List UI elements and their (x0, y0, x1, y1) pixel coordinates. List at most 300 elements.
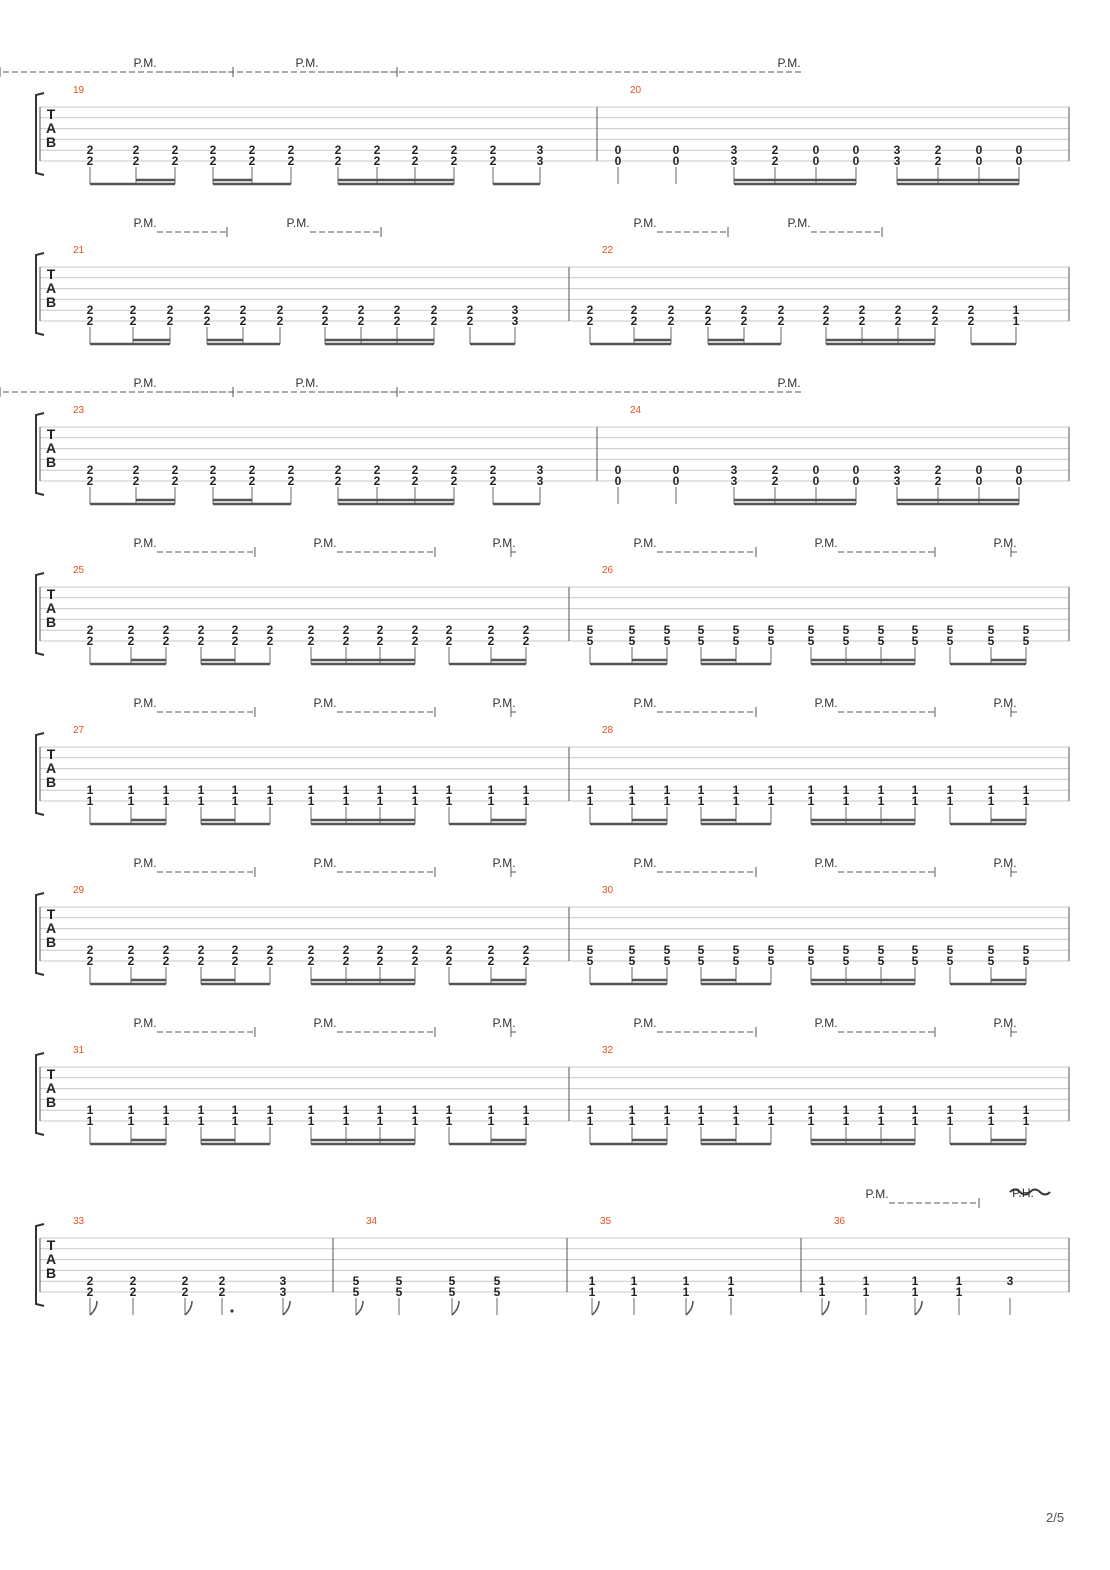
fret-number: 2 (129, 303, 137, 318)
fret-number: 1 (162, 1103, 170, 1118)
fret-number: 2 (86, 623, 94, 638)
fret-number: 1 (732, 1103, 740, 1118)
note-flag (185, 1301, 192, 1315)
fret-number: 2 (342, 954, 350, 968)
fret-number: 1 (376, 1103, 384, 1118)
fret-number: 0 (852, 474, 860, 488)
fret-number: 5 (697, 634, 705, 648)
palm-mute-label: P.M. (787, 216, 811, 230)
tab-clef-letter: T (46, 586, 56, 602)
fret-number: 1 (197, 783, 205, 798)
fret-number: 2 (489, 474, 497, 488)
fret-number: 2 (129, 314, 137, 328)
fret-number: 0 (672, 463, 680, 478)
fret-number: 1 (376, 794, 384, 808)
fret-number: 2 (287, 143, 295, 158)
fret-number: 5 (807, 634, 815, 648)
fret-number: 1 (376, 1114, 384, 1128)
measure-number: 27 (73, 725, 85, 736)
fret-number: 2 (411, 154, 419, 168)
fret-number: 1 (342, 1114, 350, 1128)
fret-number: 1 (946, 794, 954, 808)
fret-number: 3 (536, 143, 544, 158)
fret-number: 5 (663, 634, 671, 648)
fret-number: 2 (276, 314, 284, 328)
fret-number: 5 (877, 943, 885, 958)
fret-number: 2 (248, 474, 256, 488)
fret-number: 5 (493, 1274, 501, 1289)
fret-number: 1 (127, 1114, 135, 1128)
palm-mute-label: P.M. (814, 536, 838, 550)
fret-number: 2 (132, 463, 140, 478)
fret-number: 5 (732, 634, 740, 648)
fret-number: 1 (732, 1114, 740, 1128)
tab-system (36, 536, 1069, 664)
fret-number: 2 (86, 474, 94, 488)
fret-number: 5 (807, 623, 815, 638)
fret-number: 1 (487, 783, 495, 798)
tab-clef-letter: B (45, 774, 57, 790)
measure-number: 36 (834, 1216, 846, 1227)
fret-number: 2 (266, 943, 274, 958)
fret-number: 1 (767, 783, 775, 798)
fret-number: 5 (352, 1285, 360, 1299)
fret-number: 1 (307, 1103, 315, 1118)
fret-number: 1 (522, 1114, 530, 1128)
fret-number: 0 (812, 154, 820, 168)
palm-mute-label: P.M. (133, 856, 157, 870)
fret-number: 1 (911, 1285, 919, 1299)
fret-number: 1 (842, 794, 850, 808)
fret-number: 1 (127, 783, 135, 798)
fret-number: 2 (181, 1274, 189, 1289)
fret-number: 5 (628, 943, 636, 958)
fret-number: 2 (231, 634, 239, 648)
fret-number: 1 (266, 1114, 274, 1128)
palm-mute-label: P.M. (633, 1016, 657, 1030)
palm-mute-label: P.M. (295, 56, 319, 70)
fret-number: 5 (842, 954, 850, 968)
palm-mute-label: P.M. (633, 536, 657, 550)
tab-system (0, 376, 1069, 504)
fret-number: 5 (732, 954, 740, 968)
fret-number: 5 (448, 1274, 456, 1289)
fret-number: 1 (411, 1114, 419, 1128)
fret-number: 5 (767, 954, 775, 968)
fret-number: 2 (822, 314, 830, 328)
fret-number: 2 (231, 623, 239, 638)
fret-number: 1 (162, 794, 170, 808)
fret-number: 2 (287, 154, 295, 168)
fret-number: 2 (967, 314, 975, 328)
fret-number: 2 (445, 943, 453, 958)
fret-number: 1 (487, 1114, 495, 1128)
palm-mute-label: P.M. (133, 536, 157, 550)
fret-number: 2 (411, 143, 419, 158)
fret-number: 2 (209, 143, 217, 158)
fret-number: 5 (1022, 634, 1030, 648)
fret-number: 5 (946, 954, 954, 968)
fret-number: 3 (730, 154, 738, 168)
fret-number: 5 (628, 634, 636, 648)
fret-number: 2 (307, 634, 315, 648)
fret-number: 5 (807, 954, 815, 968)
fret-number: 2 (430, 314, 438, 328)
fret-number: 2 (86, 143, 94, 158)
fret-number: 1 (197, 1114, 205, 1128)
fret-number: 2 (129, 1285, 137, 1299)
fret-number: 2 (445, 954, 453, 968)
fret-number: 1 (987, 1114, 995, 1128)
fret-number: 5 (663, 943, 671, 958)
tab-clef-letter: B (45, 1094, 57, 1110)
fret-number: 2 (487, 623, 495, 638)
fret-number: 1 (987, 794, 995, 808)
palm-mute-label: P.M. (777, 56, 801, 70)
fret-number: 2 (86, 314, 94, 328)
fret-number: 2 (822, 303, 830, 318)
tab-system (36, 696, 1069, 824)
fret-number: 1 (162, 1114, 170, 1128)
fret-number: 0 (975, 143, 983, 158)
fret-number: 5 (697, 623, 705, 638)
fret-number: 1 (231, 1114, 239, 1128)
fret-number: 1 (411, 783, 419, 798)
fret-number: 2 (777, 314, 785, 328)
fret-number: 2 (586, 314, 594, 328)
palm-mute-label: P.M. (993, 856, 1017, 870)
note-flag (283, 1301, 290, 1315)
fret-number: 5 (586, 634, 594, 648)
fret-number: 1 (630, 1285, 638, 1299)
fret-number: 2 (334, 143, 342, 158)
fret-number: 1 (663, 794, 671, 808)
fret-number: 2 (489, 143, 497, 158)
fret-number: 2 (487, 954, 495, 968)
fret-number: 1 (842, 783, 850, 798)
fret-number: 1 (628, 794, 636, 808)
fret-number: 2 (771, 474, 779, 488)
palm-mute-label: P.M. (133, 1016, 157, 1030)
palm-mute-label: P.M. (993, 536, 1017, 550)
measure-number: 20 (630, 85, 642, 96)
fret-number: 2 (771, 154, 779, 168)
fret-number: 5 (767, 634, 775, 648)
fret-number: 2 (931, 314, 939, 328)
fret-number: 2 (197, 954, 205, 968)
fret-number: 2 (393, 303, 401, 318)
tab-clef-letter: A (45, 1080, 57, 1096)
fret-number: 3 (730, 463, 738, 478)
fret-number: 2 (86, 154, 94, 168)
fret-number: 0 (1015, 474, 1023, 488)
fret-number: 2 (86, 463, 94, 478)
fret-number: 1 (127, 794, 135, 808)
fret-number: 2 (321, 303, 329, 318)
fret-number: 2 (704, 314, 712, 328)
measure-number: 32 (602, 1045, 614, 1056)
fret-number: 2 (334, 463, 342, 478)
rhythm-dot (230, 1309, 233, 1312)
fret-number: 1 (86, 794, 94, 808)
fret-number: 1 (818, 1285, 826, 1299)
fret-number: 3 (730, 143, 738, 158)
fret-number: 2 (740, 314, 748, 328)
fret-number: 2 (450, 143, 458, 158)
fret-number: 1 (807, 1114, 815, 1128)
fret-number: 1 (946, 1114, 954, 1128)
fret-number: 2 (522, 634, 530, 648)
fret-number: 1 (86, 783, 94, 798)
fret-number: 1 (586, 1103, 594, 1118)
fret-number: 2 (86, 1274, 94, 1289)
fret-number: 2 (132, 474, 140, 488)
fret-number: 5 (911, 623, 919, 638)
fret-number: 1 (411, 794, 419, 808)
tab-clef-letter: T (46, 1237, 56, 1253)
fret-number: 2 (373, 463, 381, 478)
fret-number: 2 (197, 634, 205, 648)
fret-number: 1 (588, 1285, 596, 1299)
fret-number: 5 (842, 634, 850, 648)
tab-clef-letter: T (46, 1066, 56, 1082)
fret-number: 2 (411, 474, 419, 488)
fret-number: 1 (877, 783, 885, 798)
fret-number: 5 (987, 943, 995, 958)
fret-number: 2 (466, 303, 474, 318)
fret-number: 0 (614, 474, 622, 488)
tab-clef-letter: B (45, 134, 57, 150)
fret-number: 5 (946, 623, 954, 638)
fret-number: 2 (231, 954, 239, 968)
fret-number: 2 (132, 143, 140, 158)
fret-number: 1 (342, 783, 350, 798)
fret-number: 2 (522, 623, 530, 638)
fret-number: 2 (162, 943, 170, 958)
palm-mute-label: P.M. (633, 216, 657, 230)
fret-number: 2 (704, 303, 712, 318)
palm-mute-label: P.M. (814, 856, 838, 870)
palm-mute-label: P.M. (633, 856, 657, 870)
fret-number: 5 (807, 943, 815, 958)
fret-number: 2 (522, 954, 530, 968)
palm-mute-label: P.M. (492, 696, 516, 710)
fret-number: 2 (239, 314, 247, 328)
fret-number: 5 (987, 954, 995, 968)
fret-number: 2 (334, 154, 342, 168)
fret-number: 2 (248, 143, 256, 158)
fret-number: 1 (307, 794, 315, 808)
fret-number: 3 (536, 463, 544, 478)
fret-number: 1 (911, 1114, 919, 1128)
measure-number: 24 (630, 405, 642, 416)
fret-number: 2 (630, 314, 638, 328)
fret-number: 1 (767, 794, 775, 808)
fret-number: 0 (975, 463, 983, 478)
fret-number: 0 (852, 143, 860, 158)
fret-number: 0 (812, 463, 820, 478)
fret-number: 1 (807, 794, 815, 808)
fret-number: 1 (231, 783, 239, 798)
fret-number: 3 (893, 143, 901, 158)
fret-number: 0 (672, 154, 680, 168)
fret-number: 2 (373, 143, 381, 158)
note-flag (592, 1301, 599, 1315)
fret-number: 1 (697, 783, 705, 798)
tab-system (0, 56, 1069, 184)
fret-number: 2 (373, 154, 381, 168)
note-flag (822, 1301, 829, 1315)
fret-number: 1 (342, 794, 350, 808)
fret-number: 1 (586, 783, 594, 798)
fret-number: 5 (352, 1274, 360, 1289)
fret-number: 2 (630, 303, 638, 318)
fret-number: 3 (511, 303, 519, 318)
fret-number: 2 (171, 463, 179, 478)
measure-number: 25 (73, 565, 85, 576)
palm-mute-label: P.M. (993, 1016, 1017, 1030)
fret-number: 1 (911, 1103, 919, 1118)
fret-number: 5 (987, 623, 995, 638)
fret-number: 2 (342, 623, 350, 638)
palm-mute-label: P.M. (133, 376, 157, 390)
palm-mute-label: P.M. (814, 1016, 838, 1030)
measure-number: 26 (602, 565, 614, 576)
palm-mute-label: P.M. (492, 1016, 516, 1030)
tab-system (36, 216, 1069, 344)
fret-number: 5 (732, 623, 740, 638)
palm-mute-label: P.M. (295, 376, 319, 390)
fret-number: 2 (445, 623, 453, 638)
fret-number: 3 (893, 463, 901, 478)
tab-clef-letter: A (45, 120, 57, 136)
fret-number: 2 (218, 1274, 226, 1289)
tab-clef-letter: B (45, 1265, 57, 1281)
fret-number: 0 (1015, 154, 1023, 168)
fret-number: 1 (955, 1285, 963, 1299)
fret-number: 1 (162, 783, 170, 798)
fret-number: 3 (893, 474, 901, 488)
fret-number: 5 (1022, 954, 1030, 968)
fret-number: 2 (411, 954, 419, 968)
fret-number: 5 (628, 954, 636, 968)
fret-number: 5 (911, 954, 919, 968)
fret-number: 1 (732, 783, 740, 798)
fret-number: 0 (852, 463, 860, 478)
fret-number: 1 (487, 794, 495, 808)
fret-number: 2 (376, 623, 384, 638)
tab-clef-letter: B (45, 614, 57, 630)
fret-number: 1 (487, 1103, 495, 1118)
fret-number: 1 (522, 1103, 530, 1118)
fret-number: 0 (1015, 143, 1023, 158)
fret-number: 3 (511, 314, 519, 328)
fret-number: 5 (697, 954, 705, 968)
fret-number: 1 (1022, 794, 1030, 808)
fret-number: 1 (697, 1114, 705, 1128)
fret-number: 2 (171, 474, 179, 488)
fret-number: 2 (321, 314, 329, 328)
fret-number: 1 (987, 783, 995, 798)
fret-number: 1 (86, 1103, 94, 1118)
fret-number: 1 (818, 1274, 826, 1289)
fret-number: 0 (672, 474, 680, 488)
fret-number: 2 (411, 623, 419, 638)
fret-number: 0 (975, 154, 983, 168)
fret-number: 5 (911, 943, 919, 958)
measure-number: 31 (73, 1045, 85, 1056)
fret-number: 2 (162, 954, 170, 968)
palm-mute-label: P.M. (313, 856, 337, 870)
fret-number: 2 (858, 303, 866, 318)
fret-number: 1 (376, 783, 384, 798)
fret-number: 1 (767, 1114, 775, 1128)
fret-number: 2 (248, 154, 256, 168)
fret-number: 2 (771, 143, 779, 158)
palm-mute-label: P.M. (865, 1187, 889, 1201)
fret-number: 1 (445, 1114, 453, 1128)
tab-clef-letter: T (46, 266, 56, 282)
fret-number: 1 (127, 1103, 135, 1118)
fret-number: 2 (197, 943, 205, 958)
fret-number: 2 (489, 154, 497, 168)
fret-number: 2 (934, 474, 942, 488)
fret-number: 2 (342, 634, 350, 648)
fret-number: 5 (586, 954, 594, 968)
fret-number: 2 (667, 314, 675, 328)
fret-number: 2 (894, 303, 902, 318)
tab-clef-letter: T (46, 426, 56, 442)
fret-number: 2 (771, 463, 779, 478)
fret-number: 3 (730, 474, 738, 488)
fret-number: 1 (1012, 314, 1020, 328)
fret-number: 2 (487, 943, 495, 958)
fret-number: 2 (967, 303, 975, 318)
fret-number: 2 (171, 143, 179, 158)
measure-number: 21 (73, 245, 85, 256)
fret-number: 1 (987, 1103, 995, 1118)
fret-number: 1 (628, 1103, 636, 1118)
fret-number: 2 (487, 634, 495, 648)
fret-number: 2 (934, 463, 942, 478)
tab-clef-letter: A (45, 760, 57, 776)
fret-number: 1 (807, 1103, 815, 1118)
fret-number: 5 (877, 634, 885, 648)
fret-number: 5 (987, 634, 995, 648)
fret-number: 1 (911, 783, 919, 798)
fret-number: 2 (266, 954, 274, 968)
fret-number: 2 (209, 474, 217, 488)
fret-number: 1 (877, 1103, 885, 1118)
fret-number: 5 (663, 954, 671, 968)
palm-mute-label: P.M. (993, 696, 1017, 710)
fret-number: 2 (777, 303, 785, 318)
fret-number: 1 (727, 1285, 735, 1299)
fret-number: 1 (663, 1103, 671, 1118)
fret-number: 2 (931, 303, 939, 318)
fret-number: 2 (376, 954, 384, 968)
fret-number: 2 (450, 474, 458, 488)
fret-number: 2 (376, 634, 384, 648)
fret-number: 1 (586, 1114, 594, 1128)
fret-number: 2 (276, 303, 284, 318)
fret-number: 5 (946, 634, 954, 648)
tab-clef-letter: A (45, 280, 57, 296)
fret-number: 2 (445, 634, 453, 648)
fret-number: 2 (342, 943, 350, 958)
fret-number: 2 (86, 943, 94, 958)
fret-number: 1 (266, 794, 274, 808)
